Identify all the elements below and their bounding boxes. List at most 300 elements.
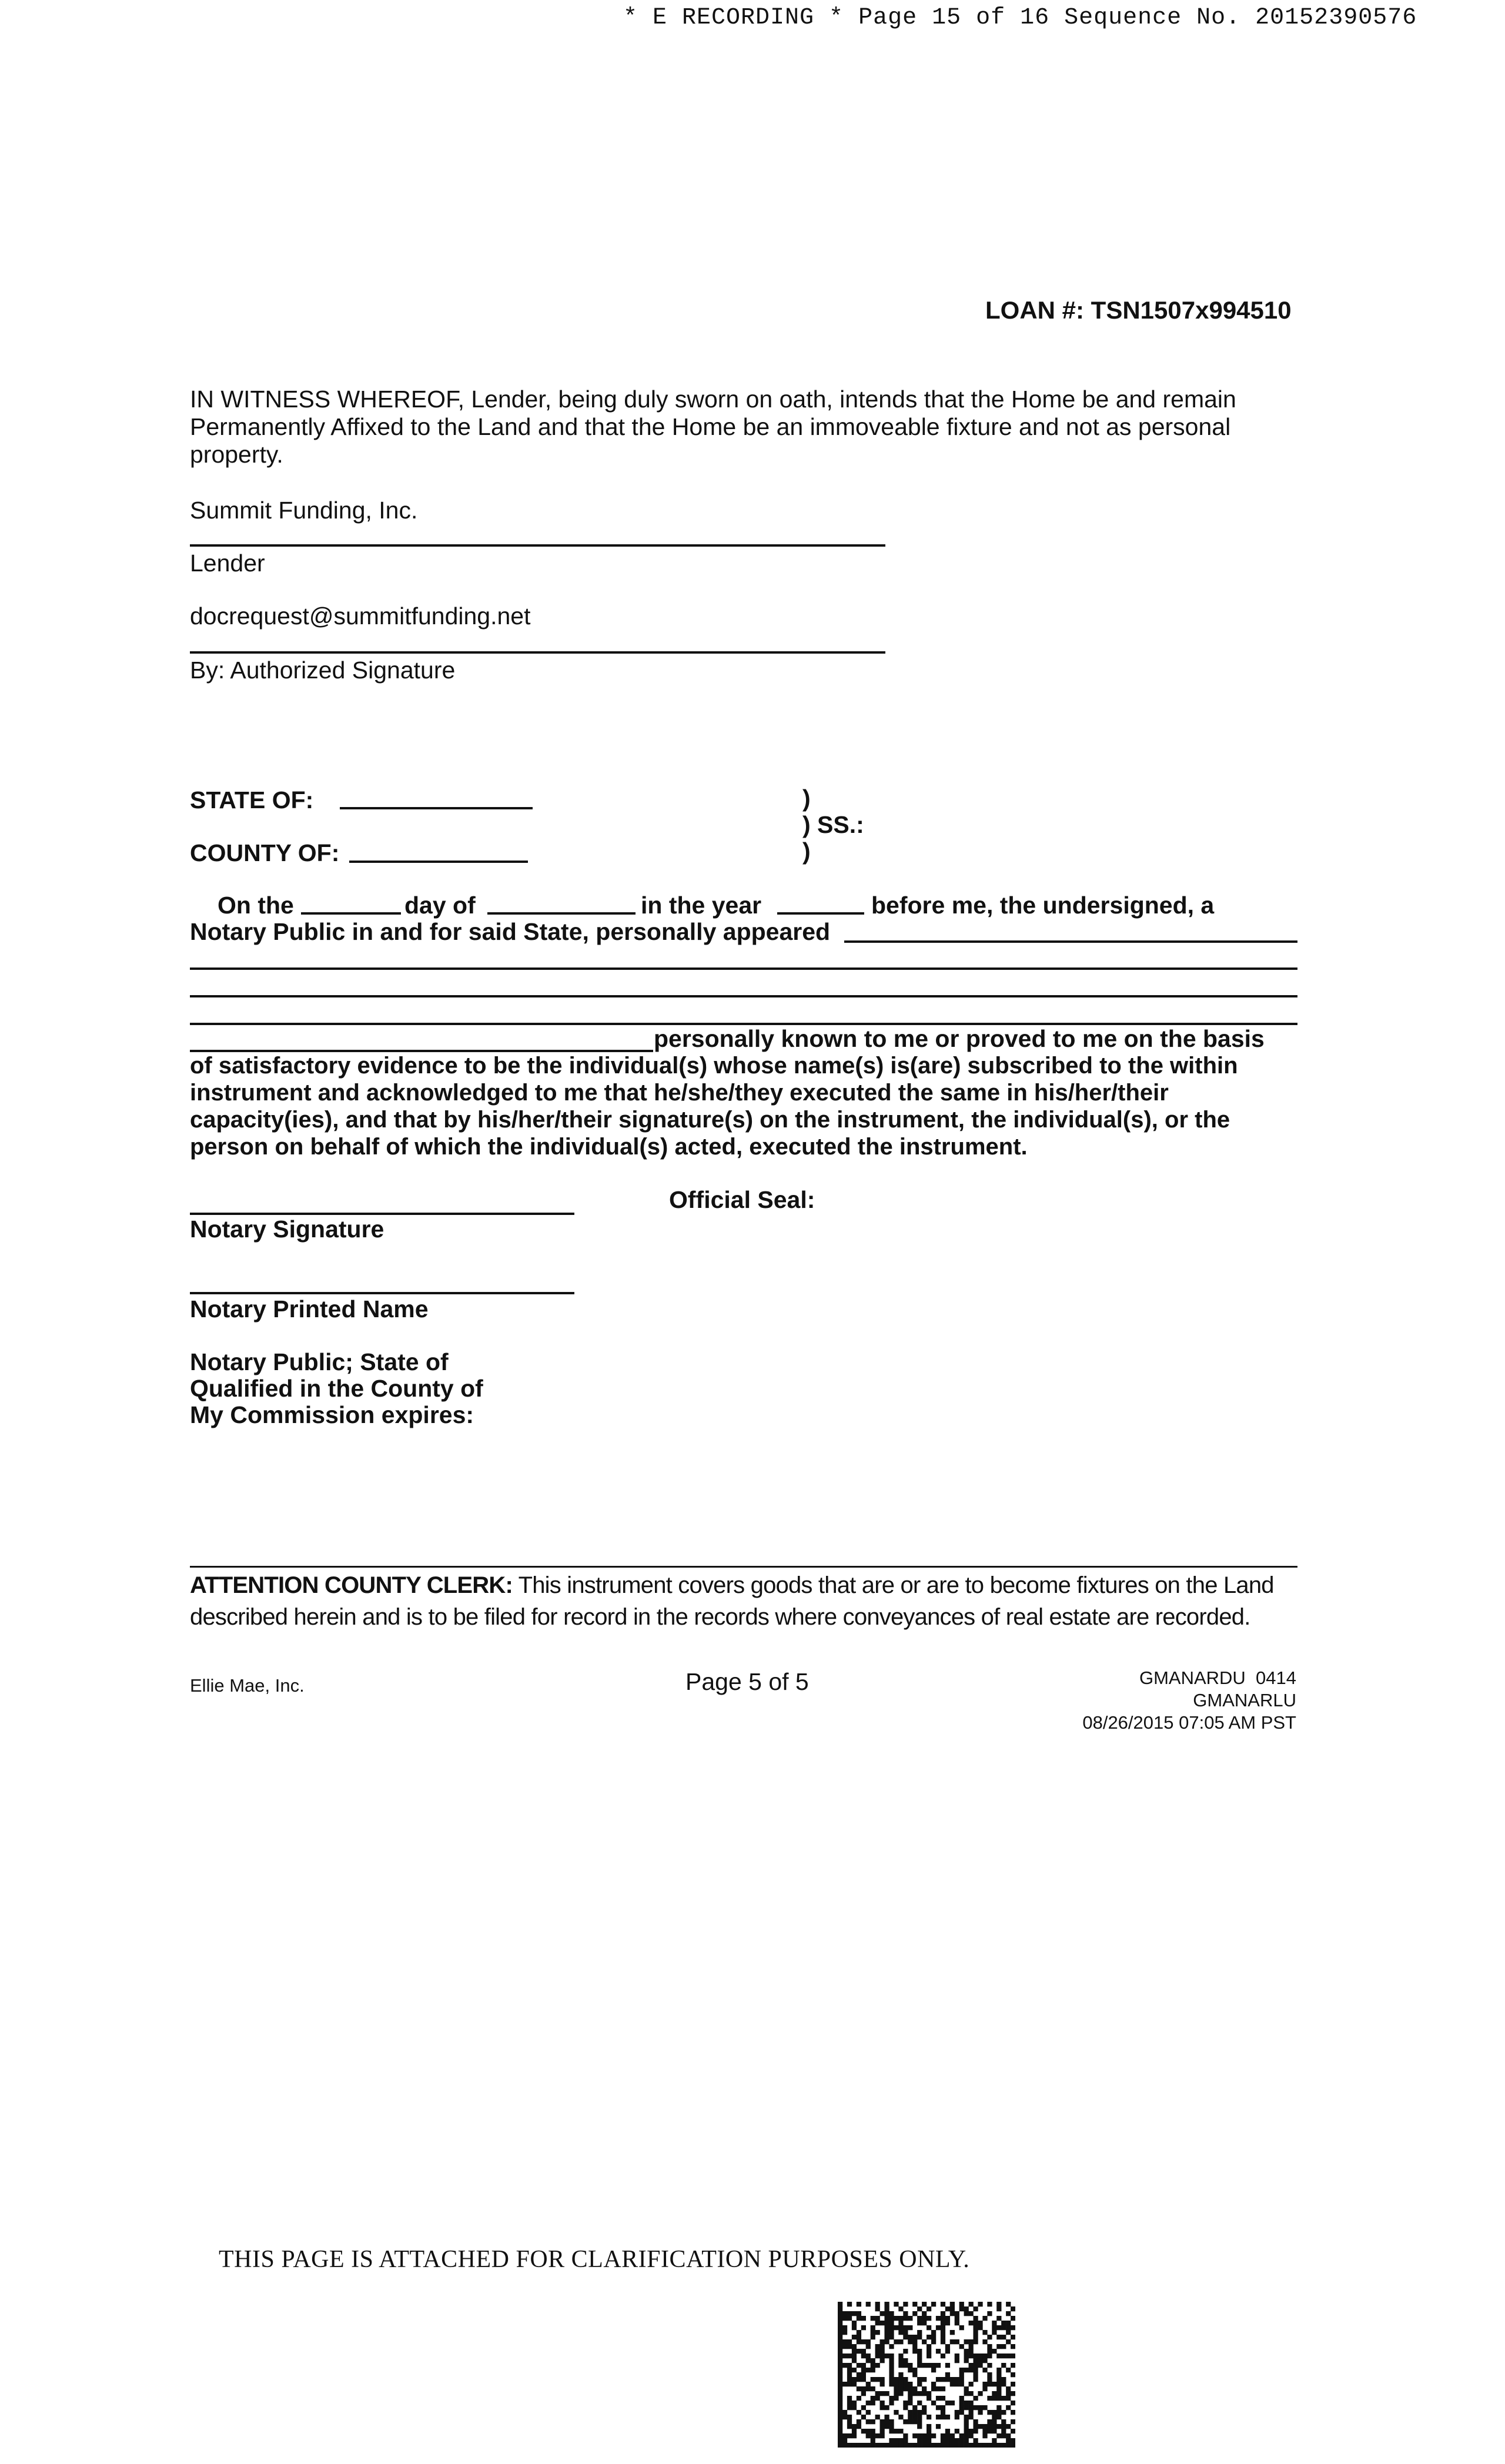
barcode-module xyxy=(847,2405,852,2410)
barcode-module xyxy=(889,2429,894,2433)
barcode-module xyxy=(927,2325,931,2330)
barcode-module xyxy=(982,2353,987,2358)
barcode-module xyxy=(861,2353,866,2358)
barcode-module xyxy=(880,2311,885,2316)
barcode-module xyxy=(941,2335,945,2339)
barcode-module xyxy=(847,2401,852,2405)
barcode-module xyxy=(861,2405,866,2410)
barcode-module xyxy=(847,2433,852,2438)
barcode-module xyxy=(973,2438,978,2443)
barcode-module xyxy=(936,2405,941,2410)
barcode-module xyxy=(903,2401,908,2405)
barcode-module xyxy=(941,2325,945,2330)
barcode-module xyxy=(889,2396,894,2401)
barcode-module xyxy=(927,2429,931,2433)
barcode-module xyxy=(978,2443,982,2448)
barcode-module xyxy=(969,2429,974,2433)
barcode-module xyxy=(922,2302,927,2306)
barcode-module xyxy=(838,2443,842,2448)
barcode-module xyxy=(969,2391,974,2396)
barcode-module xyxy=(959,2382,964,2386)
barcode-module xyxy=(945,2433,950,2438)
barcode-module xyxy=(987,2382,992,2386)
footer-company: Ellie Mae, Inc. xyxy=(190,1675,305,1696)
barcode-module xyxy=(917,2410,922,2415)
barcode-module xyxy=(861,2443,866,2448)
barcode-module xyxy=(1011,2410,1015,2415)
barcode-module xyxy=(838,2325,842,2330)
barcode-module xyxy=(871,2377,875,2382)
barcode-module xyxy=(982,2316,987,2321)
barcode-module xyxy=(889,2424,894,2429)
barcode-module xyxy=(955,2443,959,2448)
barcode-module xyxy=(969,2344,974,2349)
barcode-module xyxy=(982,2405,987,2410)
barcode-module xyxy=(973,2396,978,2401)
barcode-module xyxy=(917,2401,922,2405)
barcode-module xyxy=(875,2321,880,2325)
barcode-module xyxy=(936,2363,941,2368)
barcode-module xyxy=(973,2335,978,2339)
attention-text: This instrument covers goods that are or are to become fixtures on the Land described herein and is to be filed for record in the records where conveyances of real estate are recorded. xyxy=(190,1572,1274,1630)
barcode-module xyxy=(852,2429,857,2433)
barcode-module xyxy=(857,2424,861,2429)
barcode-module xyxy=(852,2405,857,2410)
barcode-module xyxy=(950,2438,955,2443)
barcode-module xyxy=(996,2344,1001,2349)
barcode-module xyxy=(871,2316,875,2321)
lender-role-label: Lender xyxy=(190,550,265,577)
barcode-module xyxy=(866,2382,871,2386)
barcode-module xyxy=(1001,2377,1006,2382)
barcode-module xyxy=(852,2443,857,2448)
barcode-module xyxy=(950,2382,955,2386)
barcode-module xyxy=(931,2302,936,2306)
barcode-module xyxy=(903,2386,908,2391)
barcode-module xyxy=(922,2410,927,2415)
barcode-module xyxy=(987,2311,992,2316)
barcode-module xyxy=(978,2410,982,2415)
barcode-module xyxy=(936,2349,941,2353)
barcode-module xyxy=(857,2311,861,2316)
barcode-module xyxy=(950,2401,955,2405)
barcode-module xyxy=(908,2419,912,2424)
barcode-module xyxy=(852,2335,857,2339)
barcode-module xyxy=(917,2415,922,2419)
in-the-year-label: in the year xyxy=(641,892,762,919)
barcode-module xyxy=(973,2316,978,2321)
barcode-module xyxy=(857,2335,861,2339)
barcode-module xyxy=(838,2339,842,2344)
barcode-module xyxy=(996,2335,1001,2339)
county-of-label: COUNTY OF: xyxy=(190,839,340,866)
barcode-module xyxy=(992,2349,996,2353)
barcode-module xyxy=(936,2377,941,2382)
barcode-module xyxy=(894,2429,898,2433)
venue-ss: ) SS.: xyxy=(802,811,864,838)
barcode-module xyxy=(838,2429,842,2433)
barcode-module xyxy=(903,2405,908,2410)
barcode-module xyxy=(1001,2335,1006,2339)
barcode-module xyxy=(898,2377,903,2382)
barcode-module xyxy=(941,2405,945,2410)
barcode-module xyxy=(941,2415,945,2419)
barcode-module xyxy=(847,2339,852,2344)
barcode-module xyxy=(889,2311,894,2316)
barcode-module xyxy=(908,2335,912,2339)
barcode-module xyxy=(1001,2382,1006,2386)
barcode-module xyxy=(912,2302,917,2306)
barcode-module xyxy=(847,2344,852,2349)
barcode-module xyxy=(992,2415,996,2419)
barcode-module xyxy=(912,2311,917,2316)
barcode-module xyxy=(1001,2396,1006,2401)
barcode-module xyxy=(982,2433,987,2438)
barcode-module xyxy=(996,2372,1001,2377)
barcode-module xyxy=(964,2401,969,2405)
barcode-module xyxy=(992,2424,996,2429)
barcode-module xyxy=(838,2405,842,2410)
barcode-module xyxy=(889,2443,894,2448)
barcode-module xyxy=(1006,2339,1011,2344)
barcode-module xyxy=(903,2438,908,2443)
barcode-module xyxy=(861,2429,866,2433)
barcode-module xyxy=(964,2353,969,2358)
barcode-module xyxy=(1006,2302,1011,2306)
barcode-module xyxy=(889,2372,894,2377)
barcode-module xyxy=(996,2424,1001,2429)
barcode-module xyxy=(978,2321,982,2325)
barcode-module xyxy=(894,2382,898,2386)
lender-email: docrequest@summitfunding.net xyxy=(190,602,531,630)
barcode-module xyxy=(987,2344,992,2349)
barcode-module xyxy=(852,2311,857,2316)
barcode-module xyxy=(917,2358,922,2363)
barcode-module xyxy=(996,2433,1001,2438)
barcode-module xyxy=(996,2391,1001,2396)
barcode-module xyxy=(959,2344,964,2349)
barcode-module xyxy=(987,2349,992,2353)
barcode-module xyxy=(847,2415,852,2419)
barcode-module xyxy=(917,2419,922,2424)
barcode-module xyxy=(875,2433,880,2438)
barcode-module xyxy=(945,2372,950,2377)
barcode-module xyxy=(927,2349,931,2353)
barcode-module xyxy=(842,2363,847,2368)
barcode-module xyxy=(884,2302,889,2306)
lender-company: Summit Funding, Inc. xyxy=(190,497,418,524)
barcode-module xyxy=(852,2368,857,2372)
barcode-module xyxy=(1006,2311,1011,2316)
barcode-module xyxy=(838,2349,842,2353)
barcode-module xyxy=(936,2325,941,2330)
barcode-module xyxy=(852,2353,857,2358)
barcode-module xyxy=(880,2382,885,2386)
barcode-module xyxy=(927,2353,931,2358)
barcode-module xyxy=(871,2419,875,2424)
barcode-module xyxy=(955,2410,959,2415)
barcode-module xyxy=(908,2401,912,2405)
barcode-module xyxy=(922,2386,927,2391)
barcode-module xyxy=(964,2443,969,2448)
barcode-module xyxy=(889,2401,894,2405)
barcode-module xyxy=(1011,2316,1015,2321)
barcode-module xyxy=(1006,2438,1011,2443)
barcode-module xyxy=(964,2419,969,2424)
barcode-module xyxy=(884,2419,889,2424)
barcode-module xyxy=(838,2358,842,2363)
barcode-module xyxy=(931,2382,936,2386)
barcode-module xyxy=(955,2311,959,2316)
barcode-module xyxy=(969,2410,974,2415)
barcode-module xyxy=(964,2391,969,2396)
barcode-module xyxy=(875,2349,880,2353)
barcode-module xyxy=(880,2358,885,2363)
barcode-module xyxy=(931,2443,936,2448)
barcode-module xyxy=(852,2321,857,2325)
barcode-module xyxy=(898,2415,903,2419)
barcode-module xyxy=(842,2433,847,2438)
barcode-module xyxy=(996,2302,1001,2306)
barcode-module xyxy=(987,2302,992,2306)
barcode-module xyxy=(1011,2306,1015,2311)
barcode-module xyxy=(838,2433,842,2438)
barcode-module xyxy=(978,2363,982,2368)
venue-paren-1: ) xyxy=(802,785,811,812)
barcode-module xyxy=(927,2335,931,2339)
barcode-module xyxy=(842,2330,847,2335)
barcode-module xyxy=(852,2325,857,2330)
barcode-module xyxy=(917,2363,922,2368)
barcode-module xyxy=(898,2306,903,2311)
barcode-module xyxy=(838,2424,842,2429)
barcode-module xyxy=(852,2358,857,2363)
barcode-module xyxy=(945,2344,950,2349)
barcode-module xyxy=(871,2429,875,2433)
notary-county-line: Qualified in the County of xyxy=(190,1375,483,1402)
barcode-module xyxy=(1011,2438,1015,2443)
barcode-module xyxy=(987,2410,992,2415)
barcode-module xyxy=(903,2335,908,2339)
barcode-module xyxy=(1006,2443,1011,2448)
barcode-module xyxy=(866,2429,871,2433)
barcode-module xyxy=(964,2358,969,2363)
barcode-module xyxy=(996,2405,1001,2410)
barcode-module xyxy=(857,2349,861,2353)
barcode-module xyxy=(898,2382,903,2386)
barcode-module xyxy=(842,2311,847,2316)
barcode-module xyxy=(945,2363,950,2368)
barcode-module xyxy=(959,2410,964,2415)
barcode-module xyxy=(922,2339,927,2344)
barcode-module xyxy=(889,2325,894,2330)
barcode-module xyxy=(912,2344,917,2349)
venue-paren-3: ) xyxy=(802,838,811,865)
barcode-module xyxy=(941,2377,945,2382)
barcode-module xyxy=(931,2335,936,2339)
barcode-module xyxy=(866,2433,871,2438)
barcode-module xyxy=(1011,2344,1015,2349)
barcode-module xyxy=(936,2316,941,2321)
acknowledgment-paragraph: of satisfactory evidence to be the individual(s) whose name(s) is(are) subscribed to the within instrument and acknowledged to me that he/she/they executed the same in his/her/their capacity(ies), and that by his/her/their signature(s) on the instrument, the individual(s), or the person on behalf of which the individual(s) acted, executed the instrument. xyxy=(190,1053,1238,1160)
barcode-module xyxy=(917,2306,922,2311)
barcode-module xyxy=(871,2335,875,2339)
barcode-module xyxy=(871,2363,875,2368)
barcode-module xyxy=(903,2419,908,2424)
barcode-module xyxy=(898,2353,903,2358)
barcode-module xyxy=(955,2415,959,2419)
barcode-module xyxy=(987,2353,992,2358)
barcode-module xyxy=(941,2339,945,2344)
authorized-signature-label: By: Authorized Signature xyxy=(190,657,456,684)
barcode-module xyxy=(871,2358,875,2363)
barcode-module xyxy=(992,2391,996,2396)
barcode-module xyxy=(894,2410,898,2415)
barcode-module xyxy=(964,2306,969,2311)
barcode-module xyxy=(880,2353,885,2358)
barcode-module xyxy=(880,2419,885,2424)
barcode-module xyxy=(894,2339,898,2344)
barcode-module xyxy=(917,2349,922,2353)
barcode-module xyxy=(866,2443,871,2448)
barcode-module xyxy=(1011,2401,1015,2405)
barcode-module xyxy=(922,2391,927,2396)
month-blank xyxy=(487,912,636,915)
barcode-module xyxy=(857,2396,861,2401)
barcode-module xyxy=(838,2391,842,2396)
barcode-module xyxy=(903,2311,908,2316)
barcode-module xyxy=(922,2363,927,2368)
attention-county-clerk xyxy=(190,1569,1301,1633)
barcode-module xyxy=(945,2429,950,2433)
barcode-module xyxy=(903,2316,908,2321)
barcode-module xyxy=(959,2405,964,2410)
barcode-module xyxy=(857,2339,861,2344)
barcode-module xyxy=(987,2429,992,2433)
barcode-module xyxy=(917,2335,922,2339)
barcode-module xyxy=(973,2321,978,2325)
barcode-module xyxy=(871,2396,875,2401)
barcode-module xyxy=(871,2438,875,2443)
barcode-module xyxy=(838,2363,842,2368)
barcode-module xyxy=(871,2325,875,2330)
barcode-module xyxy=(945,2321,950,2325)
barcode-module xyxy=(922,2311,927,2316)
name-blank-line xyxy=(190,967,1297,970)
barcode-module xyxy=(889,2438,894,2443)
barcode-module xyxy=(898,2443,903,2448)
barcode-module xyxy=(908,2382,912,2386)
barcode-module xyxy=(903,2377,908,2382)
barcode-module xyxy=(880,2344,885,2349)
barcode-module xyxy=(959,2306,964,2311)
barcode-module xyxy=(987,2377,992,2382)
barcode-module xyxy=(861,2377,866,2382)
barcode-module xyxy=(908,2410,912,2415)
barcode-module xyxy=(912,2335,917,2339)
barcode-module xyxy=(838,2419,842,2424)
barcode-module xyxy=(884,2415,889,2419)
barcode-module xyxy=(982,2339,987,2344)
barcode-module xyxy=(852,2349,857,2353)
barcode-module xyxy=(842,2353,847,2358)
barcode-module xyxy=(1001,2410,1006,2415)
barcode-module xyxy=(931,2339,936,2344)
notary-public-in-label: Notary Public in and for said State, personally appeared xyxy=(190,918,831,945)
barcode-module xyxy=(959,2438,964,2443)
barcode-module xyxy=(978,2325,982,2330)
barcode-module xyxy=(880,2391,885,2396)
barcode-module xyxy=(982,2424,987,2429)
barcode-module xyxy=(861,2339,866,2344)
barcode-module xyxy=(908,2396,912,2401)
barcode-module xyxy=(936,2396,941,2401)
barcode-module xyxy=(838,2368,842,2372)
barcode-module xyxy=(996,2368,1001,2372)
day-blank xyxy=(301,912,401,915)
barcode-module xyxy=(871,2386,875,2391)
barcode-module xyxy=(880,2433,885,2438)
barcode-module xyxy=(884,2424,889,2429)
barcode-module xyxy=(875,2443,880,2448)
barcode-module xyxy=(861,2349,866,2353)
barcode-module xyxy=(959,2325,964,2330)
barcode-module xyxy=(866,2368,871,2372)
barcode-module xyxy=(880,2443,885,2448)
barcode-module xyxy=(969,2339,974,2344)
barcode-module xyxy=(842,2325,847,2330)
notary-printed-name-label: Notary Printed Name xyxy=(190,1295,429,1323)
barcode-module xyxy=(927,2316,931,2321)
barcode-module xyxy=(917,2424,922,2429)
barcode-module xyxy=(996,2377,1001,2382)
barcode-module xyxy=(903,2363,908,2368)
barcode-module xyxy=(987,2443,992,2448)
barcode-module xyxy=(838,2377,842,2382)
footer-page-number: Page 5 of 5 xyxy=(685,1668,809,1695)
witness-paragraph: IN WITNESS WHEREOF, Lender, being duly sworn on oath, intends that the Home be and remain Permanently Affixed to the Land and that the Home be an immoveable fixture and not as personal property. xyxy=(190,386,1236,468)
barcode-module xyxy=(964,2438,969,2443)
barcode-module xyxy=(861,2316,866,2321)
barcode-module xyxy=(908,2443,912,2448)
barcode-module xyxy=(908,2391,912,2396)
barcode-module xyxy=(884,2311,889,2316)
loan-number: LOAN #: TSN1507x994510 xyxy=(985,296,1292,324)
barcode-module xyxy=(880,2339,885,2344)
barcode-module xyxy=(950,2330,955,2335)
on-the-label: On the xyxy=(218,892,294,919)
barcode-module xyxy=(838,2344,842,2349)
barcode-module xyxy=(973,2377,978,2382)
barcode-module xyxy=(927,2363,931,2368)
barcode-module xyxy=(917,2377,922,2382)
barcode-module xyxy=(959,2372,964,2377)
year-blank xyxy=(777,912,864,915)
barcode-module xyxy=(898,2325,903,2330)
barcode-module xyxy=(866,2401,871,2405)
barcode-module xyxy=(964,2311,969,2316)
barcode-module xyxy=(1001,2353,1006,2358)
barcode-module xyxy=(857,2443,861,2448)
barcode-module xyxy=(898,2372,903,2377)
footer-form-codes xyxy=(1082,1667,1296,1734)
barcode-module xyxy=(987,2396,992,2401)
barcode-module xyxy=(852,2401,857,2405)
barcode-module xyxy=(838,2321,842,2325)
clarification-note: THIS PAGE IS ATTACHED FOR CLARIFICATION PURPOSES ONLY. xyxy=(219,2246,970,2273)
barcode-module xyxy=(959,2433,964,2438)
barcode-module xyxy=(908,2386,912,2391)
